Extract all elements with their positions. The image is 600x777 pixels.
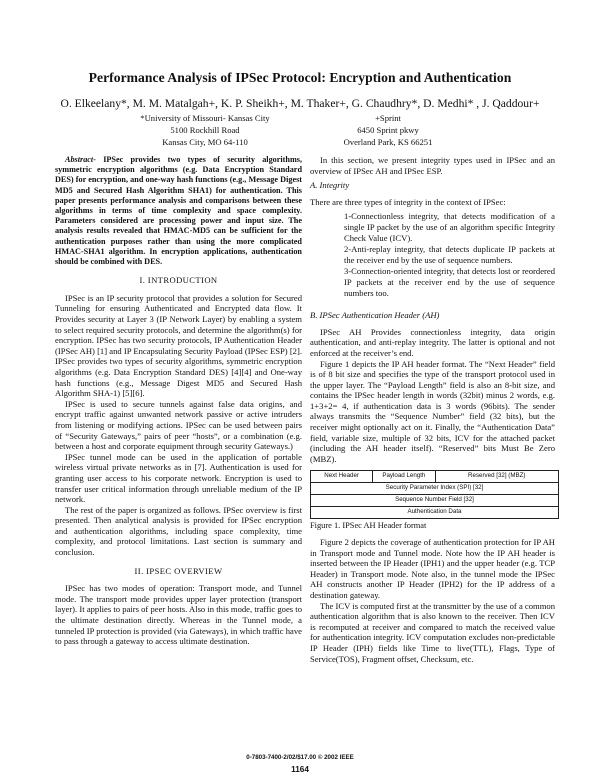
figure-row [311, 483, 558, 495]
field-spi: Security Parameter Index (SPI) [32] [385, 484, 484, 492]
integrity-list [344, 211, 555, 298]
figure-row [311, 495, 558, 507]
subsection-heading-integrity: A. Integrity [310, 180, 350, 191]
abstract-text: IPSec provides two types of security algorithms, symmetric encryption algorithms (e.g. Data Encryption Standard DES) for encryption, and one-way hash functions (e.g., Message Digest MD5 and Secured Hash Algorithm SHA1) for authentication. This paper presents performance analysis and comparisons between these algorithms in terms of time complexity and space complexity. Parameters considered are processing power and input size. The analysis results revealed that HMAC-MD5 can be sufficient for the authentication purposes rather than using the more complicated HMAC-SHA1 algorithm. In encryption applications, authentication should be combined with DES. [55, 155, 302, 267]
paragraph: IPSec AH Provides connectionless integrity, data origin authentication, and anti-replay integrity. The latter is optional and not enforced at the receiver’s end. [310, 326, 555, 358]
affiliation-umkc [110, 112, 300, 148]
affiliation-sprint [318, 112, 458, 148]
right-column [310, 155, 555, 664]
affiliation-line: Kansas City, MO 64-110 [162, 137, 248, 147]
paragraph: IPSec tunnel mode can be used in the application of portable wireless virtual private networks as in [7]. Authentication is used for granting user access to his corporate network. Encryption is used to transfer user critical information through unreliable medium of the IP network. [55, 451, 302, 505]
subsection-heading-ah: B. IPSec Authentication Header (AH) [310, 310, 440, 321]
field-authentication-data: Authentication Data [407, 508, 462, 516]
paragraph: IPSec has two modes of operation: Transport mode, and Tunnel mode. The transport mode provides upper layer protection (transport layer). It applies to pairs of peer hosts. Also in this mode, traffic goes to the ultimate destination directly. Whereas in the Tunnel mode, a tunneled IP protection is provided (via Gateways), in which traffic have to pass through a gateway to access ultimate destination. [55, 583, 302, 647]
ah-header-figure [310, 470, 559, 519]
field-next-header: Next Header [311, 471, 373, 482]
field-reserved: Reserved [32] (MBZ) [468, 472, 526, 480]
figure-caption: Figure 1. IPSec AH Header format [310, 521, 427, 531]
figure-row [311, 507, 558, 518]
author-list: O. Elkeelany*, M. M. Matalgah+, K. P. Sheikh+, M. Thaker+, G. Chaudhry*, D. Medhi* , J. Qaddour+ [60, 97, 540, 110]
affiliation-line: *University of Missouri- Kansas City [140, 113, 270, 123]
section-heading-overview: II. IPSEC OVERVIEW [134, 565, 223, 576]
affiliation-line: Overland Park, KS 66251 [343, 137, 433, 147]
page-number: 1164 [291, 765, 309, 774]
paragraph: In this section, we present integrity types used in IPSec and an overview of IPSec AH and IPSec ESP. [310, 155, 555, 176]
section-heading-introduction: I. INTRODUCTION [139, 275, 218, 286]
paragraph: Figure 2 depicts the coverage of authentication protection for IP AH in Transport mode and Tunnel mode. Note how the IP AH header is inserted between the IP Header (IPH1) and the upper header (e.g. TCP Header) in Transport mode. Note also, in the tunnel mode the IPSec AH constructs another IP Header (IPH2) for the IP address of a destination gateway. [310, 537, 555, 600]
field-payload-length: Payload Length [373, 471, 435, 482]
affiliation-line: 6450 Sprint pkwy [357, 125, 419, 135]
paper-title: Performance Analysis of IPSec Protocol: Encryption and Authentication [88, 70, 512, 85]
paragraph: The rest of the paper is organized as follows. IPSec overview is first presented. Then analytical analysis is provided for IPSec encryption and authentication algorithms, including space complexity, time complexity, and protocol limitations. Last section is summary and conclusion. [55, 504, 302, 558]
paragraph: The ICV is computed first at the transmitter by the use of a common authentication algorithm that is also known to the receiver. Then ICV is recomputed at receiver and compared to match the received value for authentication integrity. ICV computation excludes non-predictable IP Header (IPH) fields like Time to live(TTL), Flags, Type of Service(TOS), Fragment offset, Checksum, etc. [310, 600, 555, 664]
paragraph: Figure 1 depicts the IP AH header format. The “Next Header” field is of 8 bit size and specifies the type of the transport protocol used in the upper layer. The “Payload Length” field is also an 8-bit size, and contains the IPSec header length in words (32bit) minus 2 words, e.g. 1+3+2= 4, if authentication data is 3 words (96bits). The sender always transmits the “Sequence Number” field (32 bits), but the receiver might optionally act on it. Finally, the “Authentication Data” field, variable size, multiple of 32 bits, ICV for the attached packet (including the AH header itself). “Reserved” bits Must Be Zero (MBZ). [310, 358, 555, 464]
field-sequence-number: Sequence Number Field [32] [395, 496, 474, 504]
paragraph: IPSec is an IP security protocol that provides a solution for Secured Tunneling for ensuring Authenticated and Encrypted data flow. It Provides security at Layer 3 (IP Network Layer) by enabling a system to select required security protocols, and determine the algorithm(s) for encryption. IPSec has two security protocols, IP Authentication Header (IPSec AH) [1] and IP Encapsulating Security Payload (IPSec ESP) [2]. IPSec provides two types of security algorithms, symmetric encryption algorithms (e.g. Data Encryption Standard DES) [4][4] and One-way hash functions (e.g., Message Digest MD5 and Secured Hash Algorithm SHA-1) [5][6]. [55, 292, 302, 399]
paragraph: IPSec is used to secure tunnels against false data origins, and encrypt traffic against unwanted network passive or active intruders from listening or modifying actions. IPSec can be used between pairs of “Security Gateways,” pairs of peer “hosts”, or a combination (e.g. between a host and corporate equipment through security Gateways.) [55, 398, 302, 452]
figure-row [311, 471, 558, 483]
abstract-label: Abstract- [65, 155, 96, 164]
abstract [55, 155, 302, 267]
affiliation-line: 5100 Rockhill Road [170, 125, 240, 135]
copyright-line: 0-7803-7400-2/02/$17.00 © 2002 IEEE [246, 754, 354, 761]
paragraph: There are three types of integrity in the context of IPSec: [310, 196, 506, 207]
left-column [55, 155, 302, 647]
list-item: 1-Connectionless integrity, that detects modification of a single IP packet by the use of an algorithm specific Integrity Check Value (ICV). [344, 211, 555, 243]
list-item: 2-Anti-replay integrity, that detects duplicate IP packets at the receiver end by the use of sequence numbers. [344, 244, 555, 265]
list-item: 3-Connection-oriented integrity, that detects lost or reordered IP packets at the receiver end by the use of sequence numbers too. [344, 266, 555, 298]
affiliation-line: +Sprint [375, 113, 401, 123]
